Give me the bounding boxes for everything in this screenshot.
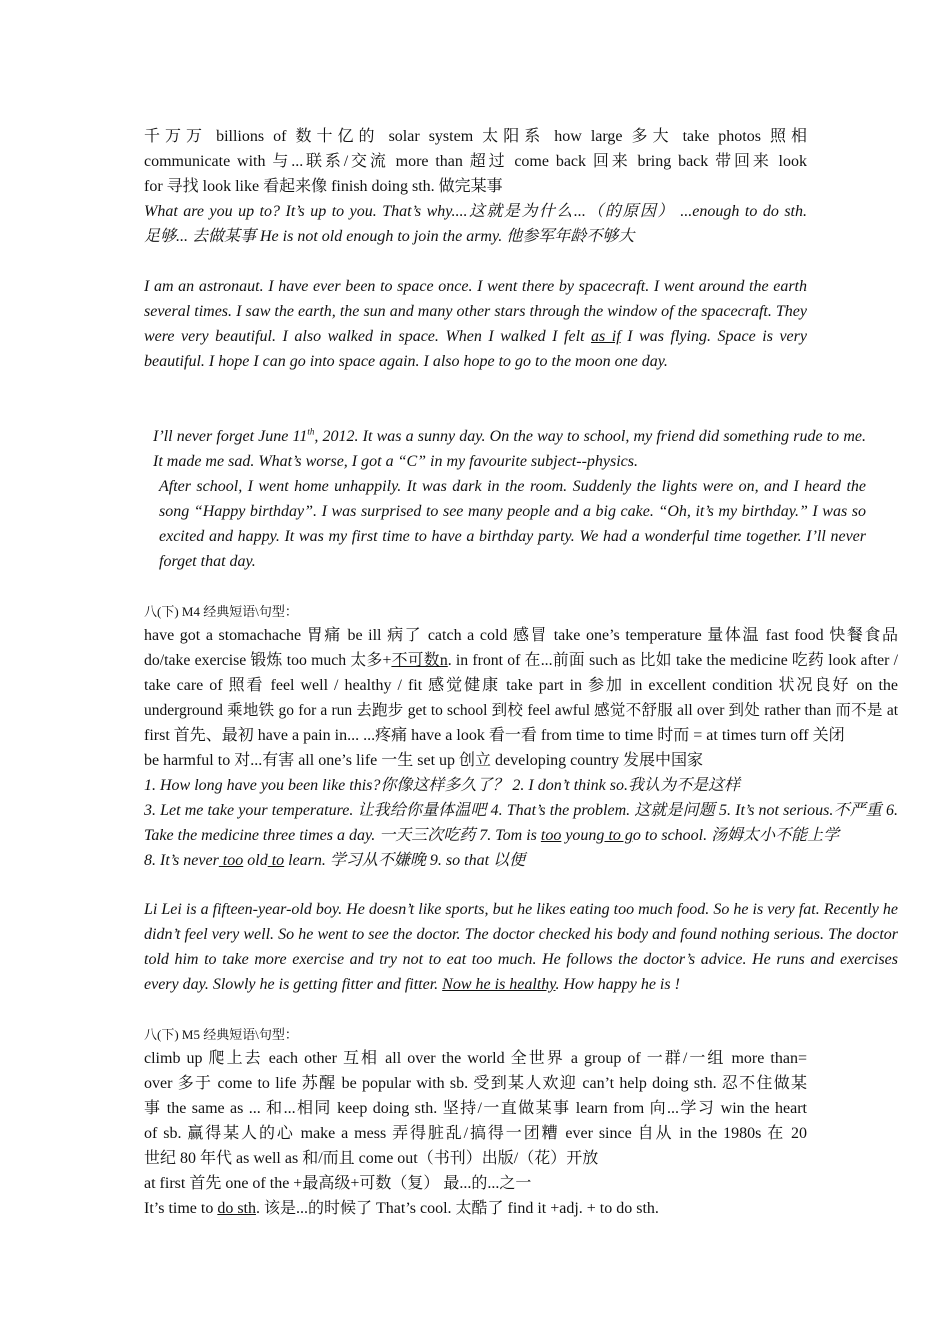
phrase-block-m5	[144, 1046, 807, 1221]
birthday-essay	[144, 424, 866, 574]
sentence-line: 3. Let me take your temperature. 让我给你量体温吧 4. That’s the problem. 这就是问题 5. It’s not serious.不严重 6.	[144, 802, 898, 819]
underlined-phrase: as if	[591, 328, 621, 345]
phrase-line: 世纪 80 年代 as well as 和/而且 come out（书刊）出版/（花）开放	[144, 1150, 599, 1167]
phrase-line: have got a stomachache 胃痛 be ill 病了 catch a cold 感冒 take one’s temperature 量体温 fast food 快餐食品	[144, 627, 898, 644]
astronaut-paragraph	[144, 274, 807, 374]
sentence-text: old	[243, 852, 268, 869]
phrase-text: . 该是...的时候了 That’s cool. 太酷了 find it +adj. + to do sth.	[256, 1200, 659, 1217]
paragraph-text: I am an astronaut. I have ever been to space once. I went there by spacecraft. I went around the earth several times. I saw the earth, the sun and many other stars through the window of the spacecraft. They were very beautiful. I also walked in space. When I walked I felt	[144, 278, 807, 345]
paragraph-text: I was flying. Space is very beautiful. I hope I can go into space again. I also hope to go to the moon one day.	[144, 328, 807, 370]
paragraph-text: I’ll never forget June 11	[153, 428, 308, 445]
underlined-phrase: to g	[604, 827, 633, 844]
underlined-phrase: too	[218, 852, 244, 869]
sentence-text: young	[561, 827, 605, 844]
birthday-paragraph-2: After school, I went home unhappily. It was dark in the room. Suddenly the lights were on, and I heard the song “Happy birthday”. I was surprised to see many people and a big cake. “Oh, it’s my birthday.” I was so excited and happy. It was my first time to have a birthday party. We had a wonderful time together. I’ll never forget that day.	[159, 478, 866, 570]
sentence-line	[144, 848, 898, 873]
phrase-line: over 多于 come to life 苏醒 be popular with sb. 受到某人欢迎 can’t help doing sth. 忍不住做某	[144, 1075, 807, 1092]
phrase-line	[144, 1196, 807, 1221]
paragraph-text: . How happy he is !	[555, 976, 680, 993]
birthday-paragraph-1	[144, 424, 866, 474]
underlined-phrase: 不可数n	[391, 652, 448, 669]
sentence-text: learn. 学习从不嫌晚 9. so that 以便	[284, 852, 526, 869]
section-heading-m5: 八(下) M5 经典短语\句型：	[144, 1027, 298, 1042]
phrase-text: It’s time to	[144, 1200, 218, 1217]
sentence-text: o to school. 汤姆太小不能上学	[632, 827, 840, 844]
phrase-line: be harmful to 对...有害 all one’s life 一生 set up 创立 developing country 发展中国家	[144, 752, 704, 769]
sentence-line: 足够... 去做某事 He is not old enough to join the army. 他参军年龄不够大	[144, 228, 635, 245]
phrase-line: at first 首先 one of the +最高级+可数（复） 最...的...之一	[144, 1175, 532, 1192]
phrase-line: first 首先、最初 have a pain in... ...疼痛 have a look 看一看 from time to time 时而 = at times turn off 关闭	[144, 727, 845, 744]
phrase-text: . in front of 在...前面 such as 比如 take the medicine 吃药 look after /	[447, 652, 898, 669]
superscript: th	[307, 426, 315, 437]
phrase-line: communicate with 与...联系/交流 more than 超过 come back 回来 bring back 带回来 look	[144, 153, 807, 170]
paragraph-text: , 2012. It was a sunny day. On the way to school, my friend did something rude to me. It made me sad. What’s worse, I got a “C” in my favourite subject--physics.	[153, 428, 866, 470]
underlined-phrase: to	[267, 852, 285, 869]
phrase-line: 事 the same as ... 和...相同 keep doing sth. 坚持/一直做某事 learn from 向...学习 win the heart	[144, 1100, 807, 1117]
sentence-text: 8. It’s never	[144, 852, 219, 869]
phrase-line: 千万万 billions of 数十亿的 solar system 太阳系 how large 多大 take photos 照相	[144, 128, 807, 145]
phrase-line: underground 乘地铁 go for a run 去跑步 get to school 到校 feel awful 感觉不舒服 all over 到处 rather than 而不是 at	[144, 702, 898, 719]
phrase-line: take care of 照看 feel well / healthy / fit 感觉健康 take part in 参加 in excellent condition 状况良好 on the	[144, 677, 898, 694]
sentence-line: What are you up to? It’s up to you. That’s why....这就是为什么...（的原因） ...enough to do sth.	[144, 203, 807, 220]
sentence-line: 1. How long have you been like this?你像这样多久了？ 2. I don’t think so.我认为不是这样	[144, 777, 740, 794]
phrase-line: climb up 爬上去 each other 互相 all over the world 全世界 a group of 一群/一组 more than=	[144, 1050, 807, 1067]
underlined-phrase: too	[540, 827, 562, 844]
phrase-line: of sb. 赢得某人的心 make a mess 弄得脏乱/搞得一团糟 ever since 自从 in the 1980s 在 20	[144, 1125, 807, 1142]
section-heading-m4: 八(下) M4 经典短语\句型：	[144, 604, 298, 619]
underlined-phrase: Now he is healthy	[442, 976, 556, 993]
sentence-line	[144, 823, 898, 848]
phrase-line	[144, 648, 898, 673]
lilei-paragraph	[144, 897, 898, 997]
paragraph-text: Li Lei is a fifteen-year-old boy. He doesn’t like sports, but he likes eating too much food. So he is very fat. Recently he didn’t feel very well. So he went to see the doctor. The doctor checked his body and found nothing serious. The doctor told him to take more exercise and try not to eat too much. He follows the doctor’s advice. He runs and exercises every day. Slowly he is getting fitter and fitter.	[144, 901, 898, 993]
underlined-phrase: do sth	[217, 1200, 256, 1217]
phrase-block-m4	[144, 623, 898, 873]
phrase-line: for 寻找 look like 看起来像 finish doing sth. 做完某事	[144, 178, 503, 195]
phrase-text: do/take exercise 锻炼 too much 太多+	[144, 652, 392, 669]
phrase-block-m3	[144, 124, 807, 249]
sentence-text: Take the medicine three times a day. 一天三次吃药 7. Tom is	[144, 827, 541, 844]
